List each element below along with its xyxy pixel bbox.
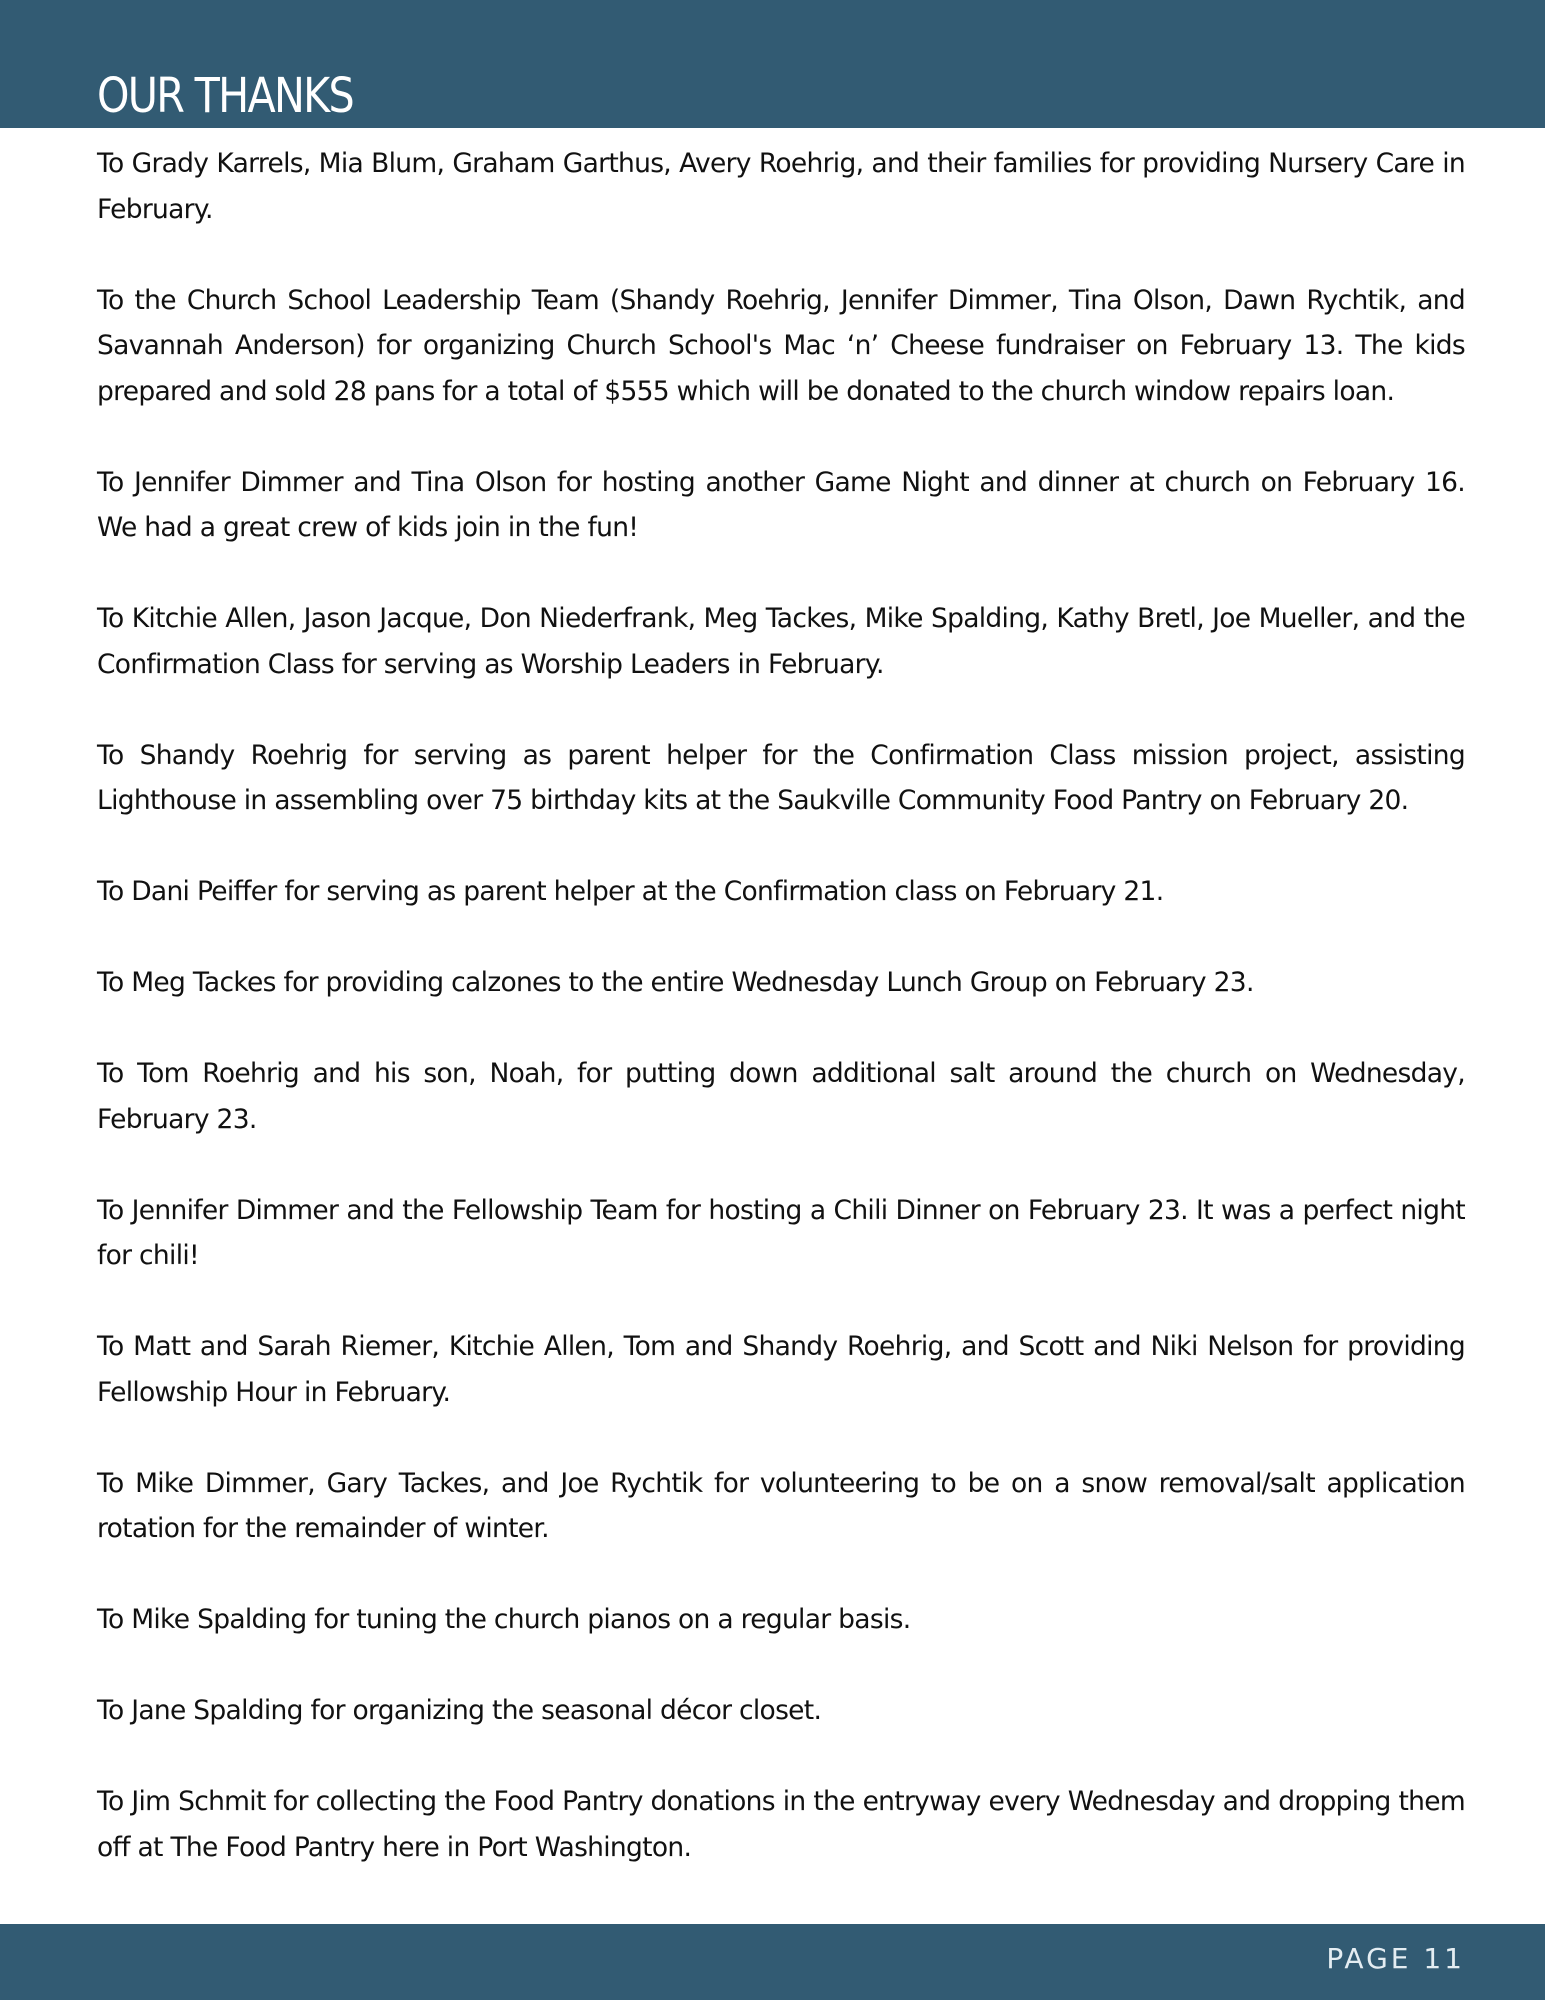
thanks-item-worship-leaders: To Kitchie Allen, Jason Jacque, Don Niederfrank, Meg Tackes, Mike Spalding, Kathy Bretl, Joe Mueller, and the Confirmation Class for serving as Worship Leaders in February.	[97, 603, 1465, 680]
thanks-item-salt: To Tom Roehrig and his son, Noah, for putting down additional salt around the church on Wednesday, February 23.	[97, 1058, 1465, 1135]
page-number: PAGE 11	[1326, 1942, 1465, 1975]
thanks-item-church-school-fundraiser: To the Church School Leadership Team (Shandy Roehrig, Jennifer Dimmer, Tina Olson, Dawn Rychtik, and Savannah Anderson) for organizing Church School's Mac ‘n’ Cheese fundraiser on February 13. The kids prepared and sold 28 pans for a total of $555 which will be donated to the church window repairs loan.	[97, 284, 1465, 407]
thanks-item-confirmation-mission: To Shandy Roehrig for serving as parent helper for the Confirmation Class mission project, assisting Lighthouse in assembling over 75 birthday kits at the Saukville Community Food Pantry on February 20.	[97, 739, 1465, 816]
thanks-item-nursery-care: To Grady Karrels, Mia Blum, Graham Garthus, Avery Roehrig, and their families for providing Nursery Care in February.	[97, 148, 1465, 225]
thanks-item-game-night: To Jennifer Dimmer and Tina Olson for hosting another Game Night and dinner at church on February 16. We had a great crew of kids join in the fun!	[97, 466, 1465, 543]
thanks-item-fellowship-hour: To Matt and Sarah Riemer, Kitchie Allen, Tom and Shandy Roehrig, and Scott and Niki Nelson for providing Fellowship Hour in February.	[97, 1331, 1465, 1408]
thanks-item-decor-closet: To Jane Spalding for organizing the seasonal décor closet.	[97, 1695, 822, 1726]
thanks-item-snow-removal: To Mike Dimmer, Gary Tackes, and Joe Rychtik for volunteering to be on a snow removal/salt application rotation for the remainder of winter.	[97, 1467, 1465, 1544]
thanks-item-calzones: To Meg Tackes for providing calzones to the entire Wednesday Lunch Group on February 23.	[97, 967, 1254, 998]
thanks-item-piano-tuning: To Mike Spalding for tuning the church pianos on a regular basis.	[97, 1604, 911, 1635]
page-title: OUR THANKS	[97, 68, 353, 124]
thanks-item-confirmation-helper: To Dani Peiffer for serving as parent helper at the Confirmation class on February 21.	[97, 876, 1164, 907]
thanks-item-food-pantry: To Jim Schmit for collecting the Food Pantry donations in the entryway every Wednesday and dropping them off at The Food Pantry here in Port Washington.	[97, 1786, 1465, 1863]
thanks-item-chili-dinner: To Jennifer Dimmer and the Fellowship Team for hosting a Chili Dinner on February 23. It was a perfect night for chili!	[97, 1194, 1465, 1271]
footer-band	[0, 1924, 1545, 2000]
thanks-list	[97, 141, 1465, 1916]
